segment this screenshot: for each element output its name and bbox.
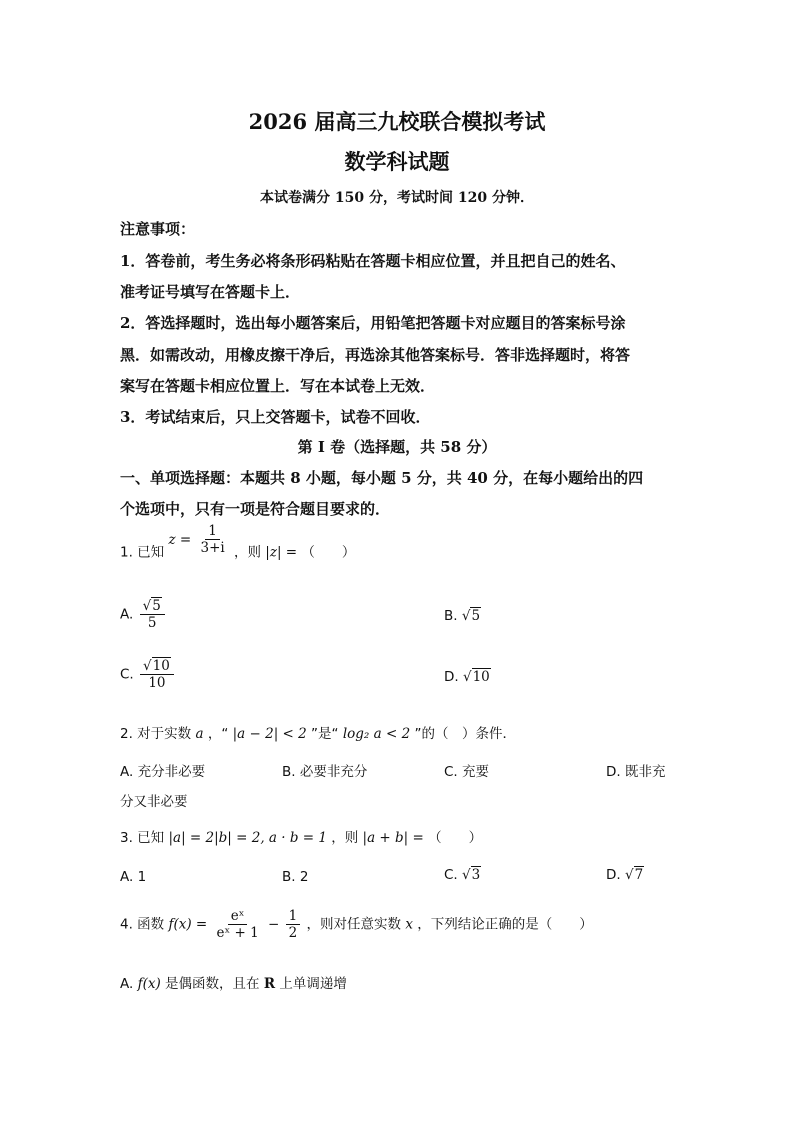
section-heading-line2: 个选项中，只有一项是符合题目要求的．	[120, 500, 391, 518]
q4-half	[286, 908, 301, 941]
q3-blank: （ ）	[428, 830, 483, 846]
q4-var: x	[405, 916, 413, 933]
question-2	[120, 722, 516, 742]
q1-option-b	[444, 608, 481, 624]
q1-option-d	[444, 669, 491, 685]
q3-mid: ，则	[331, 830, 359, 846]
q1-fraction	[197, 523, 227, 556]
q4-tail2: ，下列结论正确的是（ ）	[417, 916, 593, 933]
q3-option-b: B. 2	[282, 869, 309, 885]
option-fraction	[140, 658, 174, 691]
q3-option-d	[606, 867, 644, 883]
sqrt-radicand: 10	[472, 669, 490, 685]
q2-var: a	[195, 726, 204, 742]
exam-title: 2026 届高三九校联合模拟考试	[248, 109, 546, 134]
sqrt-icon: √10	[143, 658, 170, 674]
q2-option-a: A. 充分非必要	[120, 764, 206, 780]
option-label: B.	[444, 608, 458, 624]
notice-line: 2．答选择题时，选出每小题答案后，用铅笔把答题卡对应题目的答案标号涂	[120, 314, 626, 332]
q3-ask: |a + b| =	[362, 830, 424, 846]
q1-prefix: 1. 已知	[120, 544, 165, 561]
notice-line: 准考证号填写在答题卡上．	[120, 283, 301, 301]
q2-prefix: 2. 对于实数	[120, 726, 192, 742]
q1-z: z =	[168, 531, 192, 548]
sqrt-radicand: 5	[471, 608, 481, 624]
subject-title: 数学科试题	[344, 149, 450, 174]
question-1	[120, 523, 356, 569]
sqrt-icon: √3	[462, 867, 481, 883]
q4-prefix: 4. 函数	[120, 916, 165, 933]
q4-a-fx: f(x)	[137, 976, 161, 992]
question-3	[120, 826, 482, 846]
q2-condition-1: |a − 2| < 2	[232, 726, 307, 742]
sqrt-radicand: 7	[634, 867, 644, 883]
q2-option-d-continued: 分又非必要	[120, 794, 188, 810]
question-4	[120, 908, 593, 941]
sqrt-radicand: 10	[152, 658, 170, 674]
sqrt-radicand: 3	[471, 867, 481, 883]
q2-comma: ，“	[207, 726, 229, 742]
q4-denominator: eˣ + 1	[216, 925, 259, 941]
notice-line: 3．考试结束后，只上交答题卡，试卷不回收．	[120, 408, 431, 426]
option-label: A.	[120, 606, 134, 623]
option-label: C.	[444, 867, 458, 883]
option-label: D.	[444, 669, 459, 685]
q2-is: ”是“	[311, 726, 339, 742]
q2-condition-2: log₂ a < 2	[342, 726, 411, 742]
option-label: A.	[120, 976, 134, 992]
q3-prefix: 3. 已知	[120, 830, 165, 846]
q1-denominator: 3+i	[200, 540, 225, 556]
notice-line: 1．答卷前，考生务必将条形码粘贴在答题卡相应位置，并且把自己的姓名、	[120, 252, 626, 270]
sqrt-icon: √10	[462, 669, 490, 685]
option-denominator: 5	[147, 615, 157, 631]
q3-option-c	[444, 867, 481, 883]
notice-line: 案写在答题卡相应位置上．写在本试卷上无效．	[120, 377, 436, 395]
q4-fx: f(x) =	[168, 916, 208, 933]
q4-numerator: eˣ	[228, 908, 248, 925]
q3-expression: |a| = 2|b| = 2, a · b = 1	[168, 830, 327, 846]
q1-blank: （ ）	[301, 544, 356, 561]
q2-option-c: C. 充要	[444, 764, 490, 780]
exam-subtitle: 本试卷满分 150 分，考试时间 120 分钟．	[260, 190, 534, 206]
q4-fraction	[214, 908, 262, 941]
q3-option-a: A. 1	[120, 869, 147, 885]
q4-option-a	[120, 972, 347, 992]
q2-option-d: D. 既非充	[606, 764, 666, 780]
q4-a-tail: 上单调递增	[279, 976, 347, 992]
option-fraction	[140, 598, 165, 631]
q4-half-numerator: 1	[286, 908, 301, 925]
q2-option-b: B. 必要非充分	[282, 764, 368, 780]
section-heading-line1: 一、单项选择题：本题共 8 小题，每小题 5 分，共 40 分，在每小题给出的四	[120, 469, 644, 487]
sqrt-icon: √5	[461, 608, 481, 624]
q4-half-denominator: 2	[288, 925, 298, 941]
q1-abs-z: |z| =	[265, 544, 298, 561]
notice-line: 黑．如需改动，用橡皮擦干净后，再选涂其他答案标号．答非选择题时，将答	[120, 346, 631, 364]
q1-mid: ，则	[234, 544, 261, 561]
q1-numerator: 1	[205, 523, 220, 540]
option-denominator: 10	[148, 675, 166, 691]
q4-a-reals: R	[263, 976, 276, 992]
option-label: D.	[606, 867, 621, 883]
q1-option-c	[120, 658, 176, 691]
q4-tail1: ，则对任意实数	[306, 916, 402, 933]
sqrt-icon: √5	[142, 598, 161, 614]
notice-heading: 注意事项：	[120, 220, 196, 238]
part1-title: 第 I 卷（选择题，共 58 分）	[297, 438, 497, 456]
q4-a-text: 是偶函数，且在	[165, 976, 260, 992]
option-label: C.	[120, 666, 134, 683]
q1-option-a	[120, 598, 167, 631]
sqrt-icon: √7	[624, 867, 644, 883]
q2-tail: ”的（ ）条件．	[414, 726, 516, 742]
q4-minus: −	[268, 916, 280, 933]
sqrt-radicand: 5	[152, 598, 161, 614]
